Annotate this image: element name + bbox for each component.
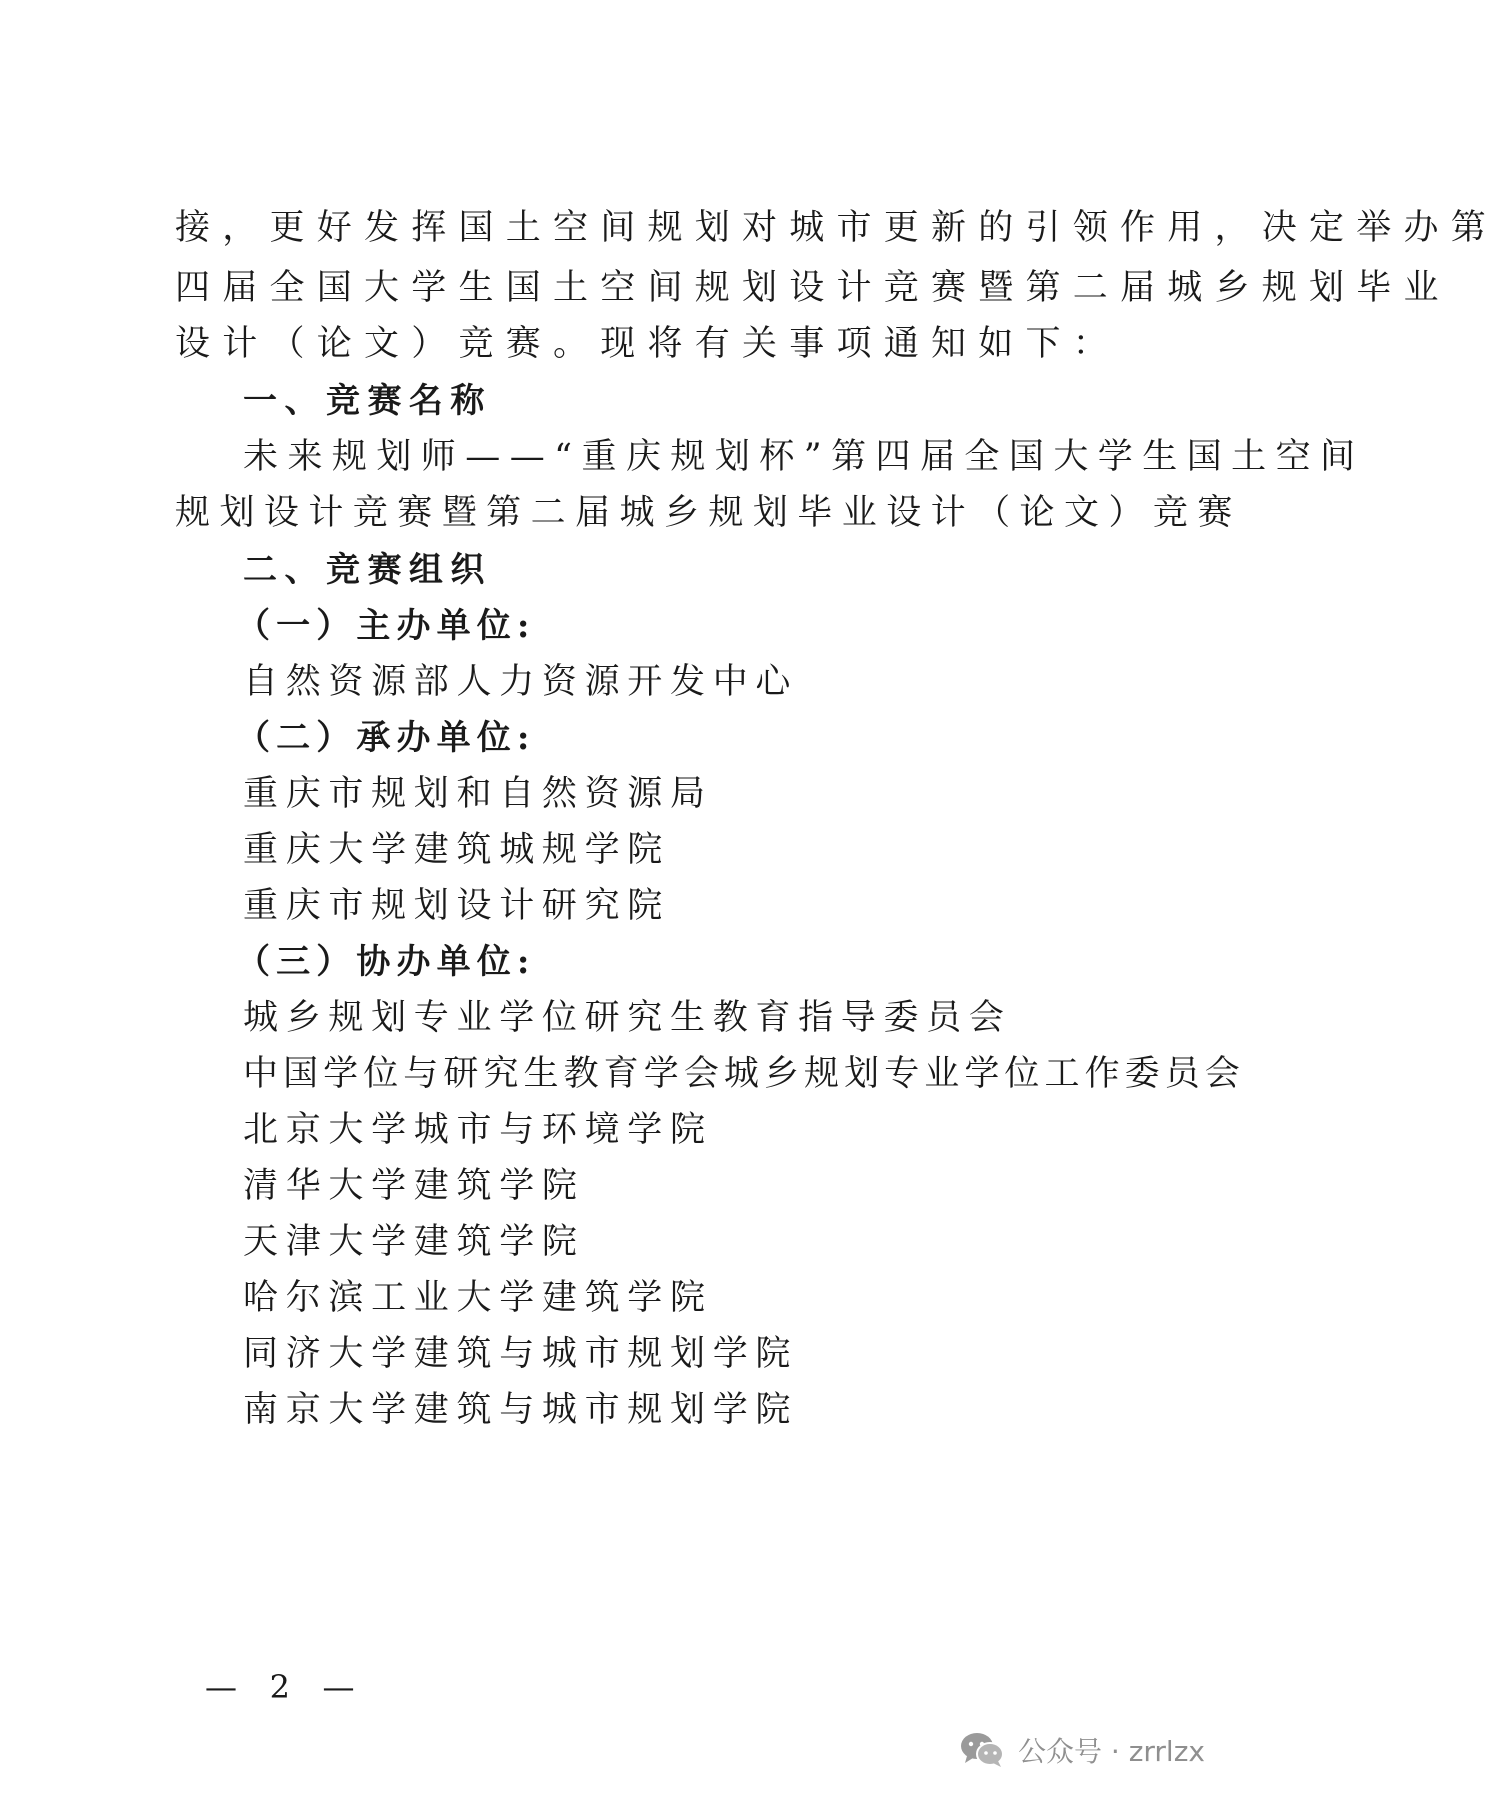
intro-line-1: 接，更好发挥国土空间规划对城市更新的引领作用，决定举办第 [175,208,1498,248]
intro-line-3: 设计（论文）竞赛。现将有关事项通知如下： [175,324,1121,364]
sub3-item-3: 北京大学城市与环境学院 [243,1110,713,1150]
sub3-item-6: 哈尔滨工业大学建筑学院 [243,1278,713,1318]
section1-line-2: 规划设计竞赛暨第二届城乡规划毕业设计（论文）竞赛 [175,493,1242,533]
section1-line-1: 未来规划师——“重庆规划杯”第四届全国大学生国土空间 [243,437,1365,477]
sub3-item-1: 城乡规划专业学位研究生教育指导委员会 [243,998,1012,1038]
page-number: — 2 — [205,1668,366,1706]
wechat-watermark [958,1725,1205,1775]
sub3-heading: （三）协办单位: [236,942,536,982]
sub3-item-7: 同济大学建筑与城市规划学院 [243,1334,799,1374]
sub2-item-3: 重庆市规划设计研究院 [243,886,671,926]
wechat-icon [958,1730,1006,1770]
sub3-item-2: 中国学位与研究生教育学会城乡规划专业学位工作委员会 [243,1054,1245,1094]
section2-heading: 二、竞赛组织 [243,550,492,590]
sub1-item-1: 自然资源部人力资源开发中心 [243,662,799,702]
sub2-item-2: 重庆大学建筑城规学院 [243,830,671,870]
section1-heading: 一、竞赛名称 [243,381,492,421]
sub3-item-8: 南京大学建筑与城市规划学院 [243,1390,799,1430]
sub1-heading: （一）主办单位: [236,606,536,646]
watermark-text: 公众号 · zrrlzx [1018,1735,1205,1768]
sub2-heading: （二）承办单位: [236,718,536,758]
intro-line-2: 四届全国大学生国土空间规划设计竞赛暨第二届城乡规划毕业 [175,268,1451,308]
sub3-item-4: 清华大学建筑学院 [243,1166,585,1206]
sub3-item-5: 天津大学建筑学院 [243,1222,585,1262]
sub2-item-1: 重庆市规划和自然资源局 [243,774,713,814]
